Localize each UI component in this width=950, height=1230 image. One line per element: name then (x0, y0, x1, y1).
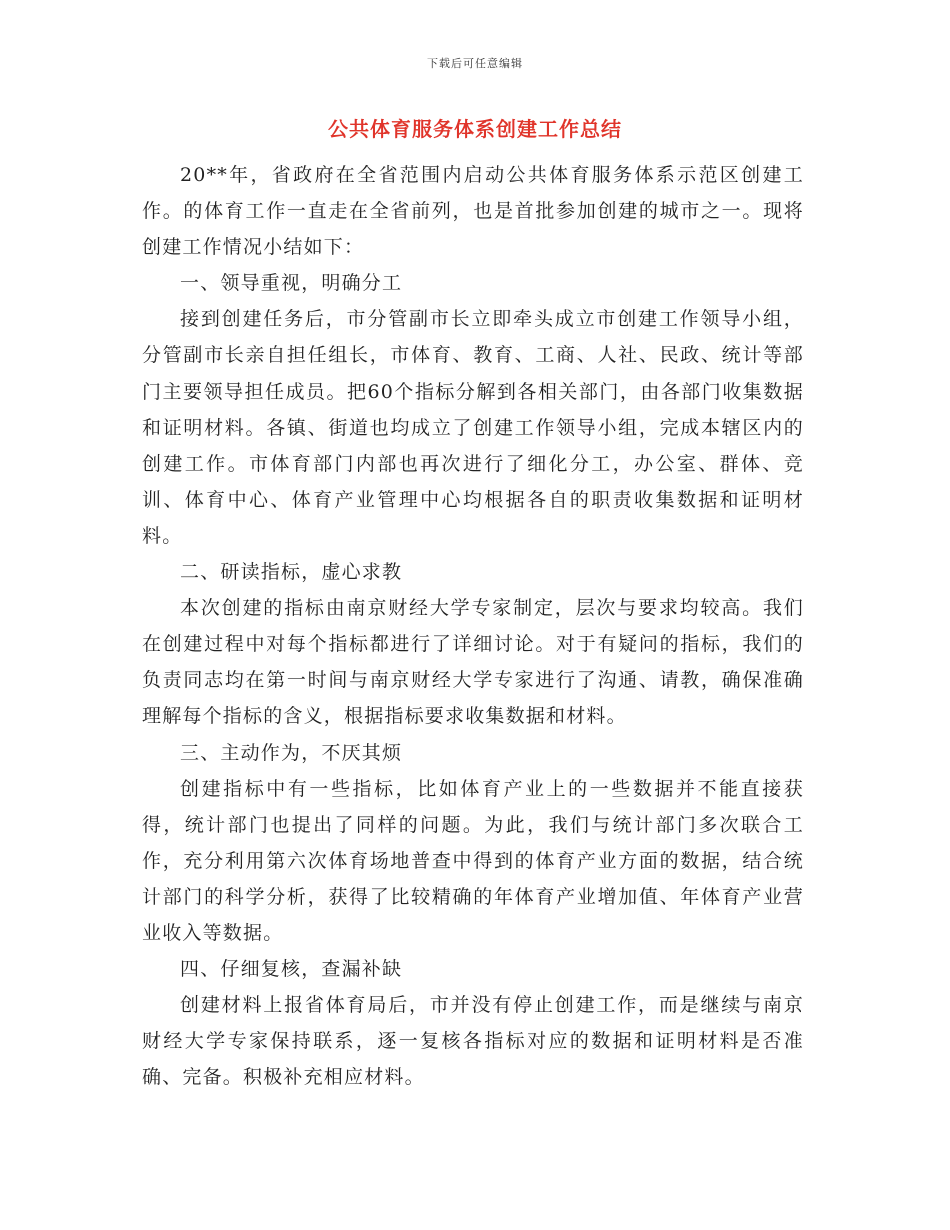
header-note: 下载后可任意编辑 (427, 57, 523, 70)
section-paragraph-2: 本次创建的指标由南京财经大学专家制定，层次与要求均较高。我们在创建过程中对每个指标都进行了详细讨论。对于有疑问的指标，我们的负责同志均在第一时间与南京财经大学专家进行了沟通、请教，确保准确理解每个指标的含义，根据指标要求收集数据和材料。 (142, 597, 804, 728)
section-heading-1: 一、领导重视，明确分工 (180, 272, 403, 295)
section-paragraph-1: 接到创建任务后，市分管副市长立即牵头成立市创建工作领导小组，分管副市长亲自担任组长，市体育、教育、工商、人社、民政、统计等部门主要领导担任成员。把60个指标分解到各相关部门，由各部门收集数据和证明材料。各镇、街道也均成立了创建工作领导小组，完成本辖区内的创建工作。市体育部门内部也再次进行了细化分工，办公室、群体、竞训、体育中心、体育产业管理中心均根据各自的职责收集数据和证明材料。 (142, 308, 804, 547)
section-paragraph-3: 创建指标中有一些指标，比如体育产业上的一些数据并不能直接获得，统计部门也提出了同样的问题。为此，我们与统计部门多次联合工作，充分利用第六次体育场地普查中得到的体育产业方面的数据，结合统计部门的科学分析，获得了比较精确的年体育产业增加值、年体育产业营业收入等数据。 (142, 777, 804, 944)
document-title: 公共体育服务体系创建工作总结 (328, 117, 622, 141)
intro-paragraph: 20**年，省政府在全省范围内启动公共体育服务体系示范区创建工作。的体育工作一直走在全省前列，也是首批参加创建的城市之一。现将创建工作情况小结如下： (142, 164, 804, 259)
section-paragraph-4: 创建材料上报省体育局后，市并没有停止创建工作，而是继续与南京财经大学专家保持联系，逐一复核各指标对应的数据和证明材料是否准确、完备。积极补充相应材料。 (142, 994, 804, 1089)
section-heading-4: 四、仔细复核，查漏补缺 (180, 958, 403, 981)
document-body (142, 157, 804, 1095)
section-heading-3: 三、主动作为，不厌其烦 (180, 741, 403, 764)
section-heading-2: 二、研读指标，虚心求教 (180, 561, 403, 584)
